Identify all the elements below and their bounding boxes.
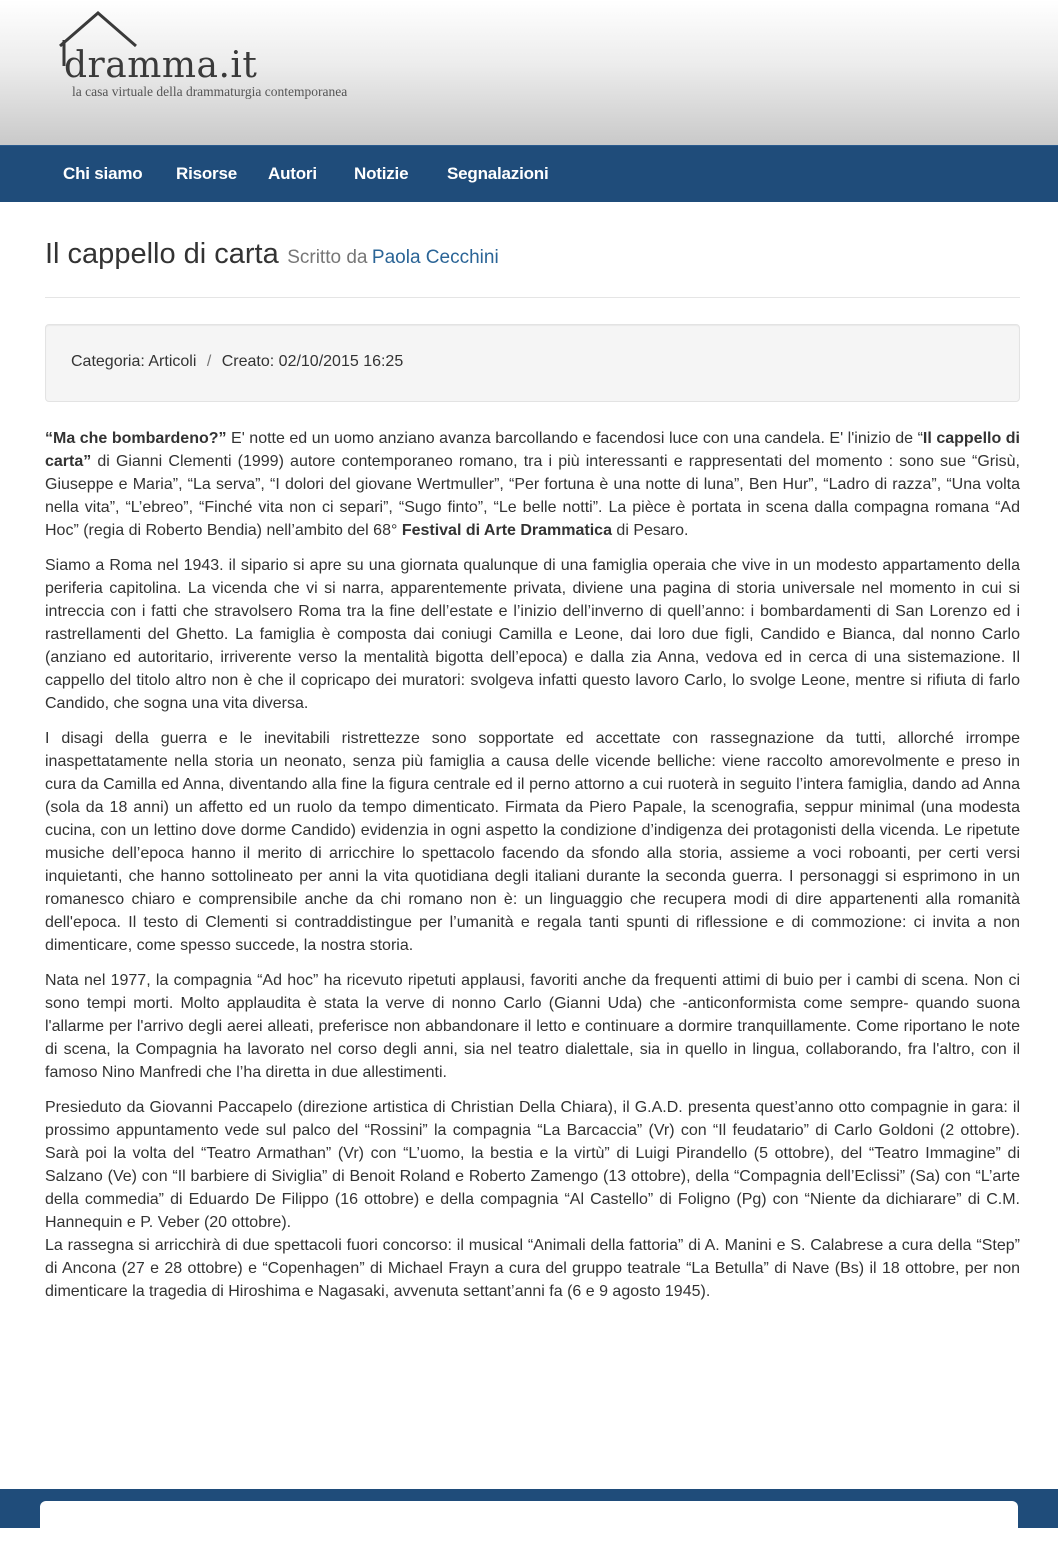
created-date: Creato: 02/10/2015 16:25 — [221, 353, 404, 370]
nav-item-segnalazioni[interactable]: Segnalazioni — [447, 164, 549, 183]
meta-separator: / — [206, 353, 212, 370]
nav-item-chi-siamo[interactable]: Chi siamo — [63, 164, 143, 183]
author-link[interactable]: Paola Cecchini — [371, 247, 499, 268]
written-by-label: Scritto da — [287, 247, 368, 268]
category-label[interactable]: Categoria: Articoli — [71, 353, 197, 370]
paragraph-text: di Pesaro. — [611, 522, 689, 539]
article-info-box — [45, 324, 1020, 402]
logo-text: dramma.it — [64, 45, 258, 86]
article-paragraph — [45, 427, 1020, 542]
nav-item-autori[interactable]: Autori — [268, 164, 317, 183]
site-logo[interactable] — [58, 10, 418, 110]
paragraph-text: di Gianni Clementi (1999) autore contemporaneo romano, tra i più interessanti e rappresentati del momento : sono sue “Grisù, Giuseppe e Maria”, “La serva”, “I dolori del giovane Wertmuller”, “Per fortuna è una notte di luna”, Ben Hur”, “Ladro di razza”, “Una volta nella vita”, “L’ebreo”, “Finché vita non ci separi”, “Sugo finto”, “Le belle notti”. La pièce è portata in scena dalla compagna romana “Ad Hoc” (regia di Roberto Bendia) nell’ambito del 68° — [45, 453, 1020, 539]
nav-item-risorse[interactable]: Risorse — [176, 164, 237, 183]
article-paragraph: La rassegna si arricchirà di due spettacoli fuori concorso: il musical “Animali della fattoria” di A. Manini e S. Calabrese a cura della “Step” di Ancona (27 e 28 ottobre) e “Copenhagen” di Michael Frayn a cura del gruppo teatrale “La Betulla” di Nave (Bs) il 18 ottobre, per non dimenticare la tragedia di Hiroshima e Nagasaki, avvenuta settant’anni fa (6 e 9 agosto 1945). — [45, 1237, 1020, 1300]
footer-panel — [40, 1501, 1018, 1541]
article-paragraph: Presieduto da Giovanni Paccapelo (direzione artistica di Christian Della Chiara), il G.A.D. presenta quest’anno otto compagnie in gara: il prossimo appuntamento vede sul palco del “Rossini” la compagnia “La Barcaccia” (Vr) con “Il feudatario” di Carlo Goldoni (2 ottobre). Sarà poi la volta del “Teatro Armathan” (Vr) con “L’uomo, la bestia e la virtù” di Luigi Pirandello (5 ottobre), del “Teatro Immagine” di Salzano (Ve) con “Il barbiere di Siviglia” di Benoit Roland e Roberto Zamengo (13 ottobre), della “Compagnia dell’Eclissi” (Sa) con “L’arte della commedia” di Eduardo De Filippo (16 ottobre) e della compagnia “Al Castello” di Foligno (Pg) con “Niente da dichiarare” di C.M. Hannequin e P. Veber (20 ottobre). — [45, 1099, 1020, 1231]
main-navbar — [0, 145, 1058, 202]
nav-item-notizie[interactable]: Notizie — [354, 164, 409, 183]
play-title: Il cappello di carta” — [45, 430, 1020, 470]
article-info — [71, 353, 403, 371]
article-paragraph: I disagi della guerra e le inevitabili ristrettezze sono sopportate ed accettate con rassegnazione da tutti, allorché irrompe inaspettatamente nella storia un neonato, senza più famiglia a causa delle vicende belliche: viene raccolto amorevolmente e preso in cura da Camilla ed Anna, diventando alla fine la figura centrale ed il perno attorno a cui ruoterà in seguito l’intera famiglia, dando ad Anna (sola da 18 anni) un affetto ed un ruolo da tempo dimenticato. Firmata da Piero Papale, la scenografia, seppur minimal (una modesta cucina, con un lettino dove dorme Candido) evidenzia in ogni aspetto la condizione d’indigenza dei protagonisti della vicenda. Le ripetute musiche dell’epoca hanno il merito di arricchire lo spettacolo facendo da sfondo alla storia, assieme a voci roboanti, per certi versi inquietanti, che hanno sottolineato per anni la vita quotidiana degli italiani durante la seconda guerra. I personaggi si esprimono in un romanesco chiaro e comprensibile anche da chi romano non è: un linguaggio che recupera modi di dire appartenenti alla romanità dell'epoca. Il testo di Clementi si contraddistingue per l’umanità e regala tanti spunti di riflessione e di commozione: ci invita a non dimenticare, come spesso succede, la nostra storia. — [45, 730, 1020, 954]
site-tagline: la casa virtuale della drammaturgia contemporanea — [72, 84, 348, 99]
article-header — [45, 238, 1020, 278]
festival-name: Festival di Arte Drammatica — [401, 522, 612, 539]
title-divider — [45, 297, 1020, 298]
article-body — [45, 427, 1020, 1315]
page-title: Il cappello di carta — [45, 238, 279, 270]
opening-quote: “Ma che bombardeno?” — [45, 430, 227, 447]
article-paragraph: Nata nel 1977, la compagnia “Ad hoc” ha ricevuto ripetuti applausi, favoriti anche da frequenti attimi di buio per i cambi di scena. Non ci sono tempi morti. Molto applaudita è stata la verve di nonno Carlo (Gianni Uda) che -anticonformista come sempre- quando suona l'allarme per l'arrivo degli aerei alleati, preferisce non abbandonare il letto e continuare a dormire tranquillamente. Come riportano le note di scena, la Compagnia ha lavorato nel corso degli anni, sia nel teatro dialettale, sia in quello in lingua, collaborando, fra l'altro, con il famoso Nino Manfredi che l’ha diretta in due allestimenti. — [45, 972, 1020, 1081]
article-paragraph: Siamo a Roma nel 1943. il sipario si apre su una giornata qualunque di una famiglia operaia che vive in un modesto appartamento della periferia capitolina. La vicenda che vi si narra, apparentemente privata, diviene una pagina di storia universale nel momento in cui si intreccia con i fatti che stravolsero Roma tra la fine dell’estate e l’inizio dell’inverno di quell’anno: i bombardamenti di San Lorenzo ed i rastrellamenti del Ghetto. La famiglia è composta dai coniugi Camilla e Leone, dai loro due figli, Candido e Bianca, dal nonno Carlo (anziano ed autoritario, irriverente verso la mentalità bigotta dell’epoca) e dalla zia Anna, vedova ed in cerca di una sistemazione. Il cappello del titolo altro non è che il copricapo dei muratori: svolgeva infatti questo lavoro Carlo, lo svolge Leone, mentre si rifiuta di farlo Candido, che sogna una vita diversa. — [45, 557, 1020, 712]
site-header — [0, 0, 1058, 145]
paragraph-text: E' notte ed un uomo anziano avanza barcollando e facendosi luce con una candela. E' l'inizio de “ — [226, 430, 923, 447]
footer-bar — [0, 1489, 1058, 1528]
